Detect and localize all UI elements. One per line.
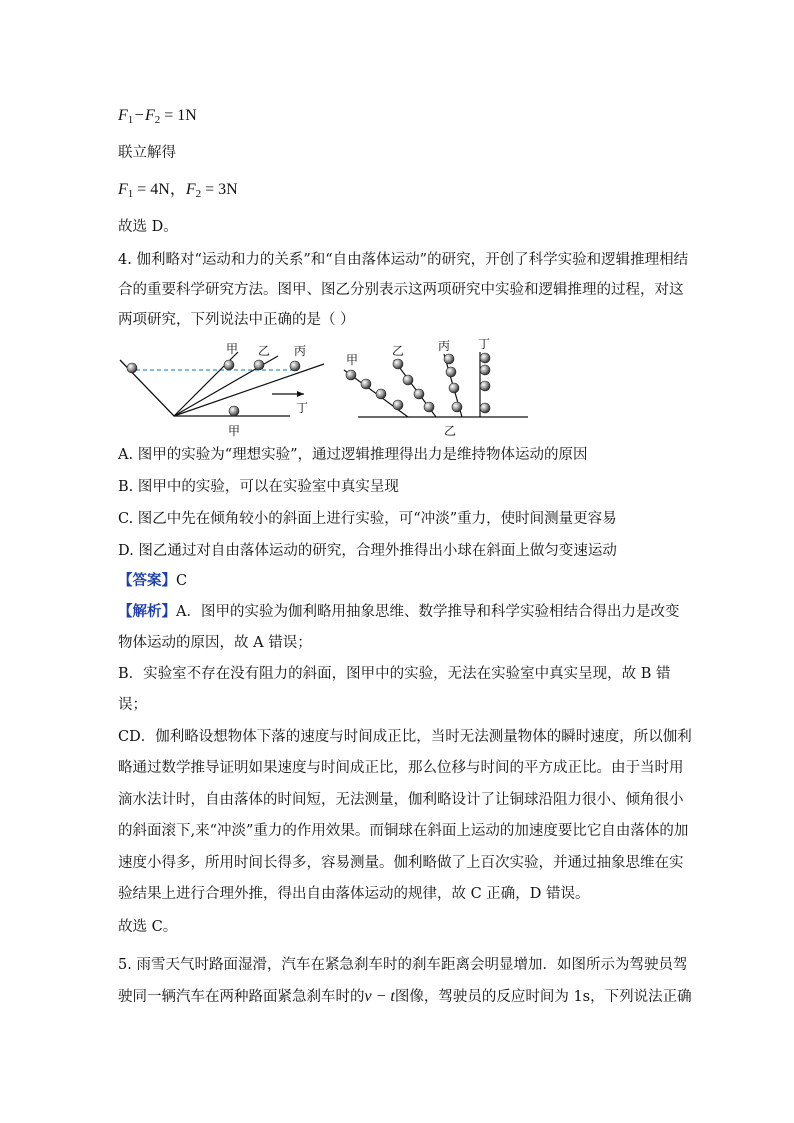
q4-stem-line1: 4. 伽利略对“运动和力的关系”和“自由落体运动”的研究，开创了科学实验和逻辑推理相结 (118, 252, 689, 268)
equation-results: $F_1 = 4N$，$F_2 = 3N$ (118, 181, 238, 200)
q4-analysis-line3: B．实验室不存在没有阻力的斜面，图甲中的实验，无法在实验室中真实呈现，故 B 错 (118, 666, 671, 682)
arrow-head (297, 391, 304, 397)
ball (444, 354, 454, 364)
q4-option-b: B. 图甲中的实验，可以在实验室中真实呈现 (118, 479, 399, 495)
ball (480, 365, 490, 375)
label-yi-right: 乙 (392, 344, 405, 358)
q5-stem-post: 图像，驾驶员的反应时间为 1s，下列说法正确 (394, 989, 692, 1005)
ball (449, 383, 459, 393)
ball (452, 402, 462, 412)
q4-analysis-line4: 误； (118, 697, 147, 713)
ball (424, 402, 434, 412)
q4-option-d: D. 图乙通过对自由落体运动的研究，合理外推得出小球在斜面上做匀变速运动 (118, 543, 617, 559)
galileo-experiment-diagram (118, 334, 538, 440)
ball (403, 375, 413, 385)
q4-stem-line3: 两项研究，下列说法中正确的是（ ） (118, 312, 355, 328)
equation-f1-minus-f2: $F_1$ − $F_2 = 1N$ (118, 107, 197, 126)
q4-analysis-line10: 验结果上进行合理外推，得出自由落体运动的规律，故 C 正确，D 错误。 (118, 886, 590, 902)
q4-answer (118, 571, 676, 591)
q4-analysis-line8: 的斜面滚下,来“冲淡”重力的作用效果。而铜球在斜面上运动的加速度要比它自由落体的加 (118, 823, 689, 839)
q4-choose-text: 故选 C。 (118, 919, 178, 935)
joint-solve-text: 联立解得 (118, 145, 176, 161)
label-bing: 丙 (294, 344, 307, 358)
q5-stem-line1: 5. 雨雪天气时路面湿滑，汽车在紧急刹车时的刹车距离会明显增加．如图所示为驾驶员驾 (118, 957, 688, 973)
ball (346, 370, 356, 380)
ball (224, 360, 234, 370)
ball (229, 406, 239, 416)
q4-analysis-line1 (118, 602, 680, 622)
ball (446, 367, 456, 377)
equation-rhs: 1N (177, 107, 197, 124)
q4-figure (118, 334, 538, 440)
result-separator: ， (169, 181, 186, 198)
q4-option-c: C. 图乙中先在倾角较小的斜面上进行实验，可“冲淡”重力，使时间测量更容易 (118, 511, 617, 527)
q4-analysis-line7: 滴水法计时，自由落体的时间短，无法测量，伽利略设计了让铜球沿阻力很小、倾角很小 (118, 792, 684, 808)
ball (480, 381, 490, 391)
diagram-right (344, 337, 528, 438)
label-bing-right: 丙 (438, 339, 451, 353)
analysis-text: A．图甲的实验为伽利略用抽象思维、数学推导和科学实验相结合得出力是改变 (176, 604, 680, 620)
ball (127, 363, 137, 373)
ball (393, 400, 403, 410)
q4-stem-line2: 合的重要科学研究方法。图甲、图乙分别表示这两项研究中实验和逻辑推理的过程，对这 (118, 282, 684, 298)
label-ding: 丁 (296, 401, 309, 415)
ball (393, 359, 403, 369)
prev-choose-text: 故选 D。 (118, 219, 178, 235)
ball (254, 360, 264, 370)
caption-yi: 乙 (444, 424, 457, 438)
ball (376, 389, 386, 399)
answer-value: C (176, 573, 188, 589)
q4-analysis-line5: CD．伽利略设想物体下落的速度与时间成正比，当时无法测量物体的瞬时速度，所以伽利 (118, 729, 692, 745)
ball (290, 361, 300, 371)
answer-tag: 【答案】 (118, 572, 176, 589)
label-ding-right: 丁 (478, 337, 491, 351)
ball (414, 389, 424, 399)
caption-jia: 甲 (228, 424, 241, 438)
analysis-tag: 【解析】 (118, 603, 176, 620)
q5-stem-line2 (118, 987, 692, 1007)
label-yi: 乙 (258, 344, 271, 358)
ball (361, 379, 371, 389)
q5-stem-pre: 驶同一辆汽车在两种路面紧急刹车时的 (118, 989, 365, 1005)
q4-analysis-line6: 略通过数学推导证明如果速度与时间成正比，那么位移与时间的平方成正比。由于当时用 (118, 760, 684, 776)
ball (480, 403, 490, 413)
left-track (120, 360, 290, 416)
q4-option-a: A. 图甲的实验为“理想实验”，通过逻辑推理得出力是维持物体运动的原因 (118, 447, 588, 463)
label-jia: 甲 (226, 342, 239, 356)
diagram-left (120, 342, 324, 438)
q4-analysis-line9: 速度小得多，所用时间长得多，容易测量。伽利略做了上百次实验，并通过抽象思维在实 (118, 855, 684, 871)
q4-analysis-line2: 物体运动的原因，故 A 错误； (118, 635, 312, 651)
q5-vt-symbol: v − t (364, 988, 395, 1005)
label-jia-right: 甲 (346, 353, 359, 367)
ball (480, 353, 490, 363)
